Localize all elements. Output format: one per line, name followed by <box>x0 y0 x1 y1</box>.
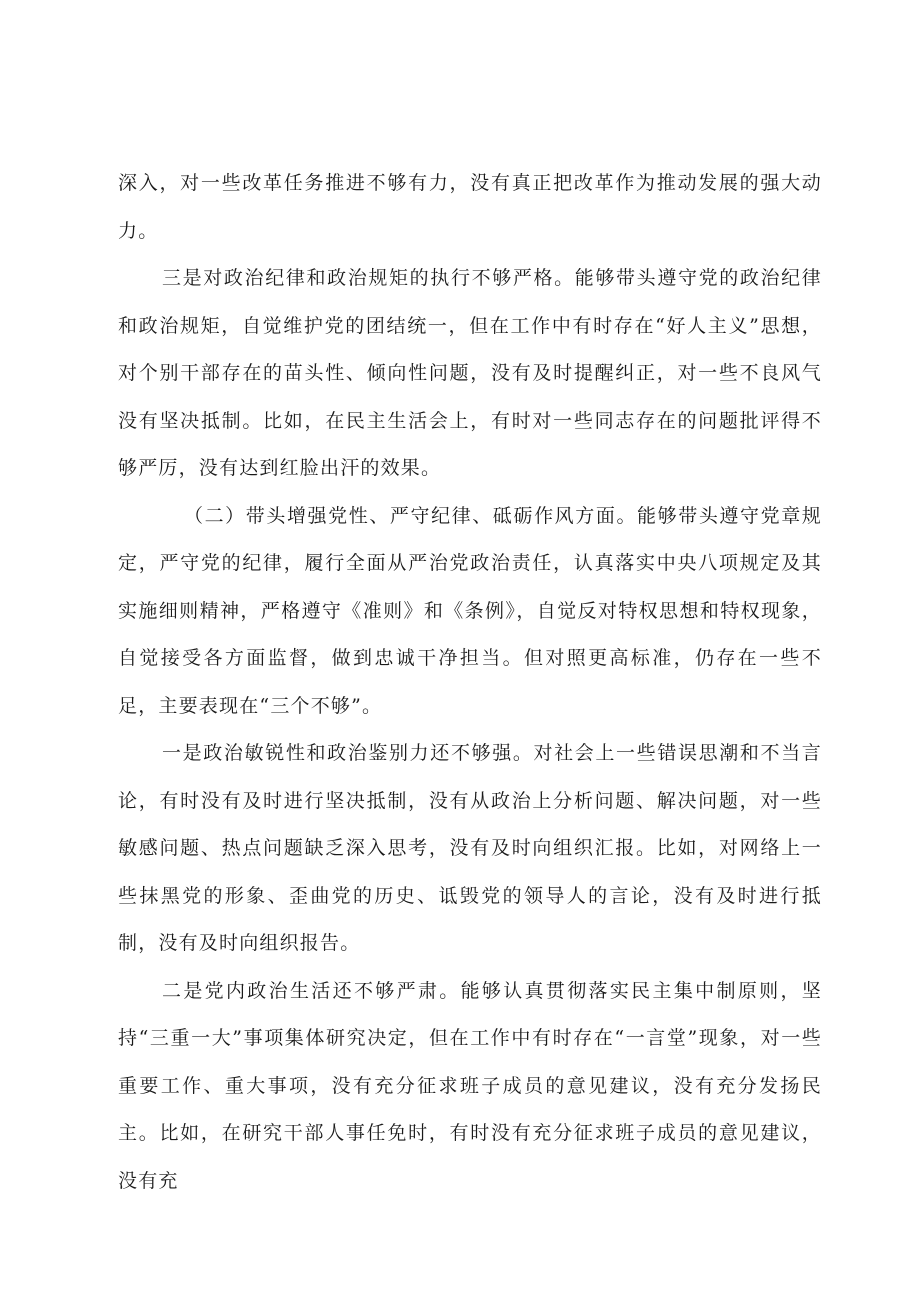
paragraph-party-life: 二是党内政治生活还不够严肃。能够认真贯彻落实民主集中制原则，坚持“三重一大”事项集体研究决定，但在工作中有时存在“一言堂”现象，对一些重要工作、重大事项，没有充分征求班子成员的意见建议，没有充分发扬民主。比如，在研究干部人事任免时，有时没有充分征求班子成员的意见建议，没有充 <box>118 979 822 1192</box>
paragraph-continuation: 深入，对一些改革任务推进不够有力，没有真正把改革作为推动发展的强大动力。 <box>118 172 822 242</box>
paragraph-political-discipline: 三是对政治纪律和政治规矩的执行不够严格。能够带头遵守党的政治纪律和政治规矩，自觉维护党的团结统一，但在工作中有时存在“好人主义”思想，对个别干部存在的苗头性、倾向性问题，没有及时提醒纠正，对一些不良风气没有坚决抵制。比如，在民主生活会上，有时对一些同志存在的问题批评得不够严厉，没有达到红脸出汗的效果。 <box>118 267 822 479</box>
document-body <box>118 160 822 1205</box>
paragraph-section-two: （二）带头增强党性、严守纪律、砥砺作风方面。能够带头遵守党章规定，严守党的纪律，履行全面从严治党政治责任，认真落实中央八项规定及其实施细则精神，严格遵守《准则》和《条例》，自觉反对特权思想和特权现象，自觉接受各方面监督，做到忠诚干净担当。但对照更高标准，仍存在一些不足，主要表现在“三个不够”。 <box>118 504 822 717</box>
paragraph-political-sensitivity: 一是政治敏锐性和政治鉴别力还不够强。对社会上一些错误思潮和不当言论，有时没有及时进行坚决抵制，没有从政治上分析问题、解决问题，对一些敏感问题、热点问题缺乏深入思考，没有及时向组织汇报。比如，对网络上一些抹黑党的形象、歪曲党的历史、诋毁党的领导人的言论，没有及时进行抵制，没有及时向组织报告。 <box>118 742 822 954</box>
